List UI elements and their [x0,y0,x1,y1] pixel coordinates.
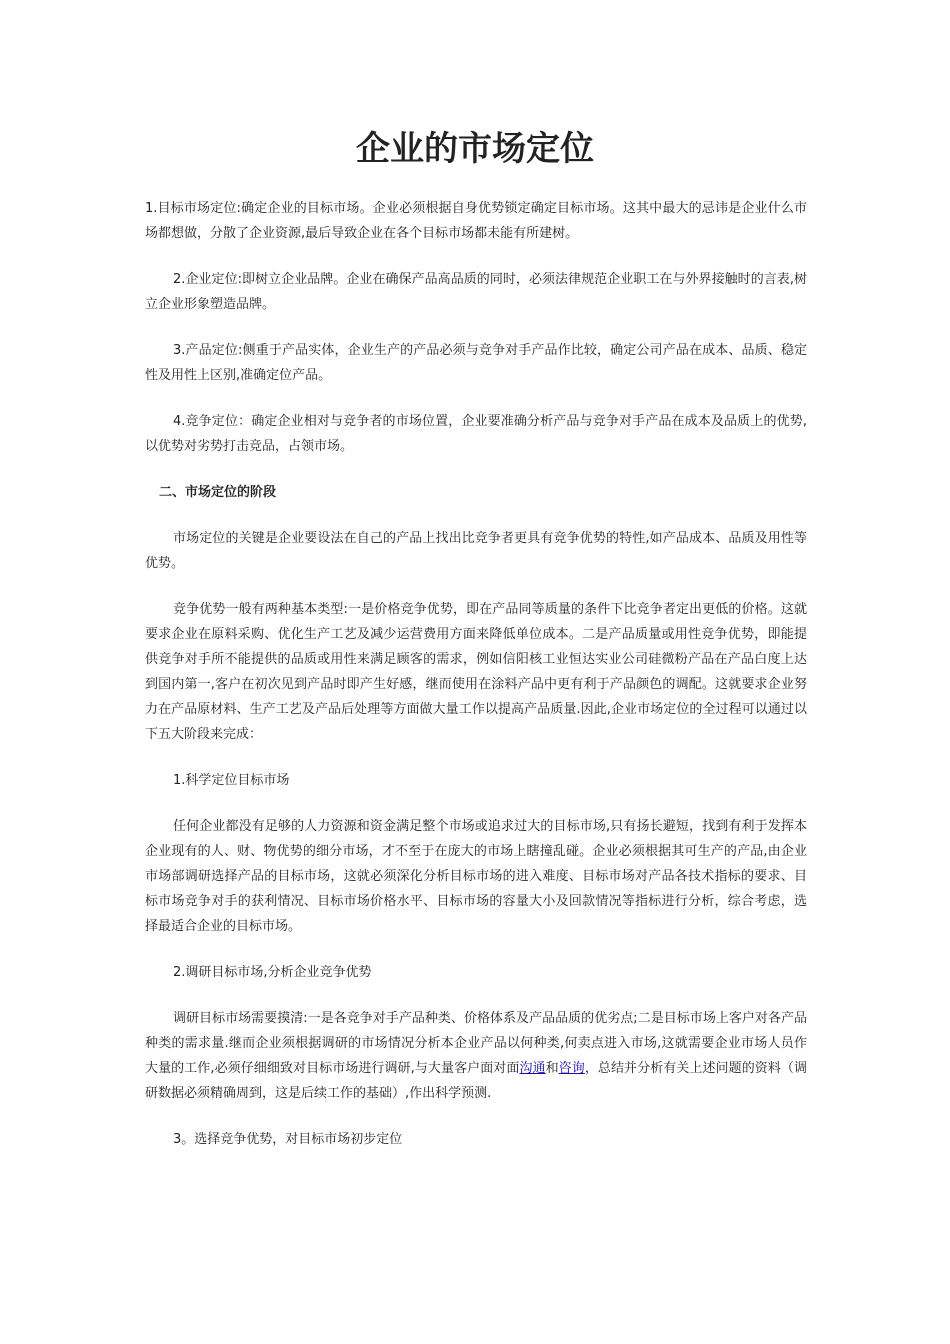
subheading-stage-1: 1.科学定位目标市场 [173,773,290,788]
subheading-stage-3: 3。选择竞争优势，对目标市场初步定位 [173,1132,403,1147]
paragraph-stage-1: 任何企业都没有足够的人力资源和资金满足整个市场或追求过大的目标市场,只有扬长避短，找到有利于发挥本企业现有的人、财、物优势的细分市场，才不至于在庞大的市场上瞎撞乱碰。企业必须根据其可生产的产品,由企业市场部调研选择产品的目标市场，这就必须深化分析目标市场的进入难度、目标市场对产品各技术指标的要求、目标市场竞争对手的获利情况、目标市场价格水平、目标市场的容量大小及回款情况等指标进行分析，综合考虑，选择最适合企业的目标市场。 [145,819,807,934]
link-communication[interactable]: 沟通 [519,1061,546,1076]
paragraph-competitive-positioning: 4.竞争定位：确定企业相对与竞争者的市场位置，企业要准确分析产品与竞争对手产品在成本及品质上的优势,以优势对劣势打击竞品，占领市场。 [145,414,807,454]
document-title: 企业的市场定位 [356,129,594,169]
paragraph-enterprise-positioning: 2.企业定位:即树立企业品牌。企业在确保产品高品质的同时，必须法律规范企业职工在与外界接触时的言表,树立企业形象塑造品牌。 [145,272,807,312]
paragraph-stage-2-text-before: 调研目标市场需要摸清:一是各竞争对手产品种类、价格体系及产品品质的优劣点;二是目标市场上客户对各产品种类的需求量.继而企业须根据调研的市场情况分析本企业产品以何种类,何卖点进入市场,这就需要企业市场人员作大量的工作,必须仔细细致对目标市场进行调研,与大量客户面对面 [145,1011,807,1076]
document-body [145,196,807,1173]
section-heading-positioning-stages: 二、市场定位的阶段 [159,485,277,500]
paragraph-target-market-positioning: 1.目标市场定位:确定企业的目标市场。企业必须根据自身优势锁定确定目标市场。这其中最大的忌讳是企业什么市场都想做，分散了企业资源,最后导致企业在各个目标市场都未能有所建树。 [145,201,807,241]
paragraph-stage-2 [145,1006,807,1106]
paragraph-competitive-advantage-types: 竞争优势一般有两种基本类型:一是价格竞争优势，即在产品同等质量的条件下比竞争者定出更低的价格。这就要求企业在原料采购、优化生产工艺及减少运营费用方面来降低单位成本。二是产品质量或用性竞争优势，即能提供竞争对手所不能提供的品质或用性来满足顾客的需求，例如信阳核工业恒达实业公司硅微粉产品在产品白度上达到国内第一,客户在初次见到产品时即产生好感，继而使用在涂料产品中更有利于产品颜色的调配。这就要求企业努力在产品原材料、生产工艺及产品后处理等方面做大量工作以提高产品质量.因此,企业市场定位的全过程可以通过以下五大阶段来完成： [145,602,807,742]
paragraph-stage-2-text-mid: 和 [545,1061,559,1076]
subheading-stage-2: 2.调研目标市场,分析企业竞争优势 [173,965,372,980]
paragraph-stage-2-text-after: ，总结并分析有关上述问题的资料（调研数据必须精确周到，这是后续工作的基础）,作出科学预测. [145,1061,807,1101]
paragraph-product-positioning: 3.产品定位:侧重于产品实体，企业生产的产品必须与竞争对手产品作比较，确定公司产品在成本、品质、稳定性及用性上区别,准确定位产品。 [145,343,807,383]
paragraph-positioning-key: 市场定位的关键是企业要设法在自己的产品上找出比竞争者更具有竞争优势的特性,如产品成本、品质及用性等优势。 [145,531,807,571]
link-consultation[interactable]: 咨询 [558,1061,585,1076]
